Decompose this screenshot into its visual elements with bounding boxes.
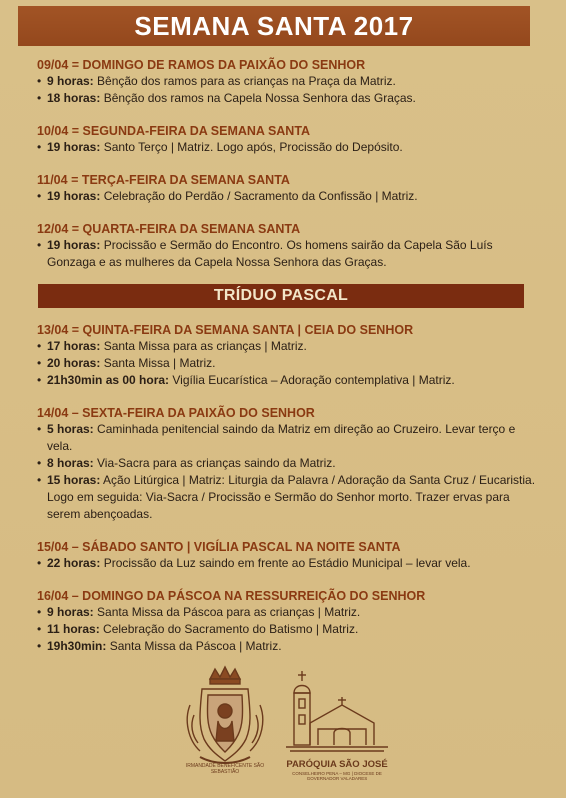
schedule-time: 18 horas: [47, 91, 101, 105]
church-subtitle: CONSELHEIRO PENA – MG | DIOCESE DE GOVERNADOR VALADARES [292, 771, 382, 781]
triduo-banner: TRÍDUO PASCAL [38, 284, 524, 308]
schedule-time: 17 horas: [47, 339, 101, 353]
schedule-description: Santa Missa da Páscoa para as crianças | Matriz. [93, 605, 361, 619]
schedule-item [37, 139, 542, 156]
day-section [37, 221, 542, 271]
schedule-description: Bênção dos ramos na Capela Nossa Senhora das Graças. [100, 91, 416, 105]
schedule-description: Celebração do Sacramento do Batismo | Matriz. [99, 622, 359, 636]
sections-after [37, 322, 542, 671]
day-title: 14/04 – SEXTA-FEIRA DA PAIXÃO DO SENHOR [37, 406, 315, 420]
schedule-description: Via-Sacra para as crianças saindo da Matriz. [93, 456, 336, 470]
schedule-description: Procissão e Sermão do Encontro. Os homens sairão da Capela São Luís Gonzaga e as mulheres da Capela Nossa Senhora das Graças. [47, 238, 493, 269]
day-title: 11/04 = TERÇA-FEIRA DA SEMANA SANTA [37, 173, 290, 187]
schedule-description: Celebração do Perdão / Sacramento da Confissão | Matriz. [100, 189, 418, 203]
day-title: 16/04 – DOMINGO DA PÁSCOA NA RESSURREIÇÃO DO SENHOR [37, 589, 426, 603]
schedule-item [37, 338, 542, 355]
schedule-item [37, 455, 542, 472]
schedule-item [37, 604, 542, 621]
schedule-description: Vigília Eucarística – Adoração contemplativa | Matriz. [169, 373, 455, 387]
day-section [37, 123, 542, 156]
schedule-time: 19h30min: [47, 639, 107, 653]
schedule-item [37, 355, 542, 372]
schedule-time: 19 horas: [47, 140, 101, 154]
schedule-description: Caminhada penitencial saindo da Matriz em direção ao Cruzeiro. Levar terço e vela. [47, 422, 516, 453]
schedule-description: Santa Missa | Matriz. [100, 356, 216, 370]
logos [180, 665, 400, 785]
schedule-time: 22 horas: [47, 556, 101, 570]
schedule-time: 20 horas: [47, 356, 101, 370]
schedule-item [37, 372, 542, 389]
schedule-item [37, 188, 542, 205]
schedule-item [37, 555, 542, 572]
schedule-time: 19 horas: [47, 189, 101, 203]
schedule-item [37, 638, 542, 655]
schedule-time: 19 horas: [47, 238, 101, 252]
schedule-time: 8 horas: [47, 456, 94, 470]
sections-before [37, 57, 542, 287]
schedule-item [37, 472, 542, 523]
day-section [37, 539, 542, 572]
day-title: 13/04 = QUINTA-FEIRA DA SEMANA SANTA | CEIA DO SENHOR [37, 323, 414, 337]
day-title: 09/04 = DOMINGO DE RAMOS DA PAIXÃO DO SENHOR [37, 58, 366, 72]
schedule-description: Procissão da Luz saindo em frente ao Estádio Municipal – levar vela. [100, 556, 471, 570]
schedule-time: 21h30min as 00 hora: [47, 373, 170, 387]
schedule-time: 11 horas: [47, 622, 100, 636]
schedule-description: Santo Terço | Matriz. Logo após, Procissão do Depósito. [100, 140, 403, 154]
crest-caption: IRMANDADE BENEFICENTE SÃO SEBASTIÃO [185, 763, 265, 775]
page-title: SEMANA SANTA 2017 [18, 6, 530, 46]
schedule-time: 5 horas: [47, 422, 94, 436]
day-section [37, 588, 542, 655]
day-title: 15/04 – SÁBADO SANTO | VIGÍLIA PASCAL NA NOITE SANTA [37, 540, 401, 554]
church-logo [282, 667, 392, 785]
schedule-item [37, 421, 542, 455]
schedule-description: Bênção dos ramos para as crianças na Praça da Matriz. [93, 74, 396, 88]
day-title: 10/04 = SEGUNDA-FEIRA DA SEMANA SANTA [37, 124, 311, 138]
schedule-time: 9 horas: [47, 605, 94, 619]
church-name: PARÓQUIA SÃO JOSÉ [286, 759, 388, 770]
schedule-description: Santa Missa da Páscoa | Matriz. [106, 639, 282, 653]
crest-logo [180, 665, 270, 785]
day-section [37, 57, 542, 107]
day-section [37, 322, 542, 389]
day-section [37, 172, 542, 205]
schedule-description: Santa Missa para as crianças | Matriz. [100, 339, 307, 353]
schedule-item [37, 90, 542, 107]
schedule-time: 9 horas: [47, 74, 94, 88]
schedule-description: Ação Litúrgica | Matriz: Liturgia da Palavra / Adoração da Santa Cruz / Eucaristia. Logo em seguida: Via-Sacra / Procissão e Sermão do Senhor morto. Trazer ervas para serem abençoadas. [47, 473, 536, 521]
day-section [37, 405, 542, 523]
schedule-item [37, 621, 542, 638]
day-title: 12/04 = QUARTA-FEIRA DA SEMANA SANTA [37, 222, 301, 236]
schedule-item [37, 237, 542, 271]
schedule-time: 15 horas: [47, 473, 101, 487]
schedule-item [37, 73, 542, 90]
